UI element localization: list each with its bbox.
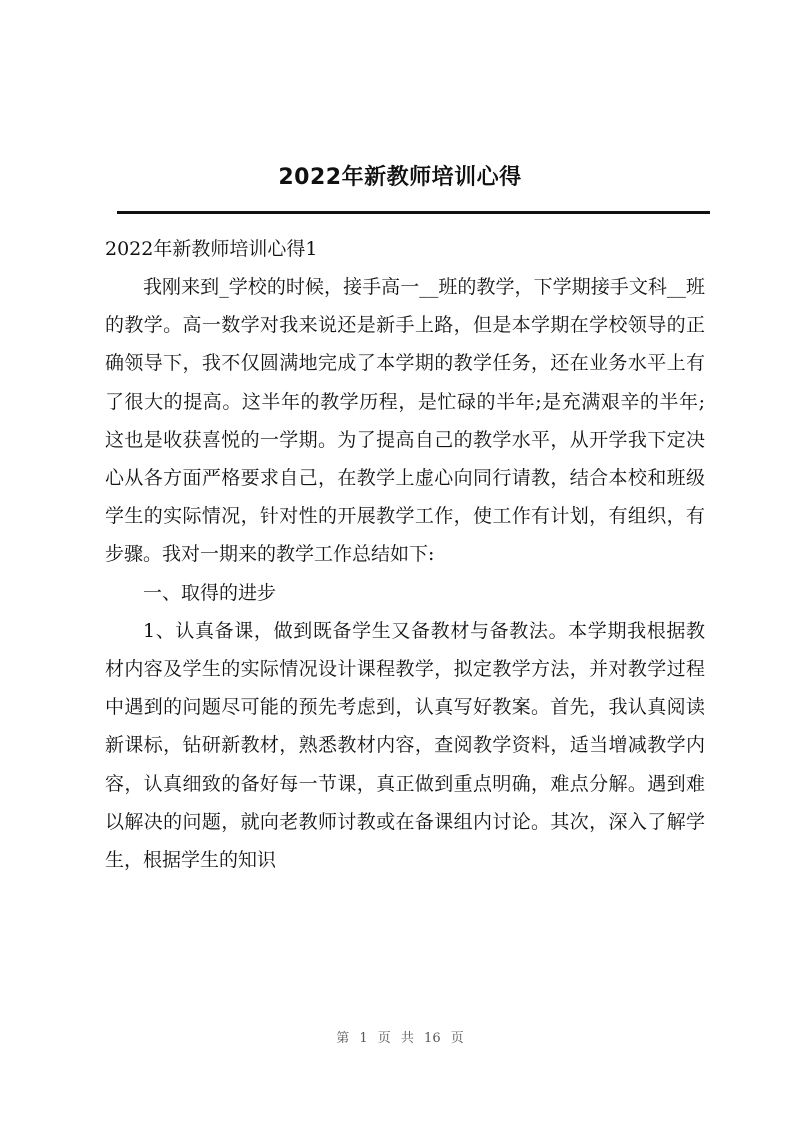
page-footer: 第 1 页 共 16 页 <box>336 1031 464 1046</box>
document-title: 2022年新教师培训心得 <box>278 165 522 190</box>
title-underline <box>117 211 710 214</box>
paragraph-intro: 我刚来到_学校的时候，接手高一__班的教学，下学期接手文科__班的教学。高一数学对我来说还是新手上路，但是本学期在学校领导的正确领导下，我不仅圆满地完成了本学期的教学任务，还在业务水平上有了很大的提高。这半年的教学历程，是忙碌的半年;是充满艰辛的半年;这也是收获喜悦的一学期。为了提高自己的教学水平，从开学我下定决心从各方面严格要求自己，在教学上虚心向同行请教，结合本校和班级学生的实际情况，针对性的开展教学工作，使工作有计划，有组织，有步骤。我对一期来的教学工作总结如下: <box>105 276 705 566</box>
paragraph-lesson-preparation: 1、认真备课，做到既备学生又备教材与备教法。本学期我根据教材内容及学生的实际情况设计课程教学，拟定教学方法，并对教学过程中遇到的问题尽可能的预先考虑到，认真写好教案。首先，我认真阅读新课标，钻研新教材，熟悉教材内容，查阅教学资料，适当增减教学内容，认真细致的备好每一节课，真正做到重点明确，难点分解。遇到难以解决的问题，就向老教师讨教或在备课组内讨论。其次，深入了解学生，根据学生的知识 <box>105 619 705 872</box>
paragraph-subheading-progress: 一、取得的进步 <box>143 581 277 604</box>
section-heading: 2022年新教师培训心得1 <box>105 238 318 260</box>
body-text <box>105 268 705 879</box>
